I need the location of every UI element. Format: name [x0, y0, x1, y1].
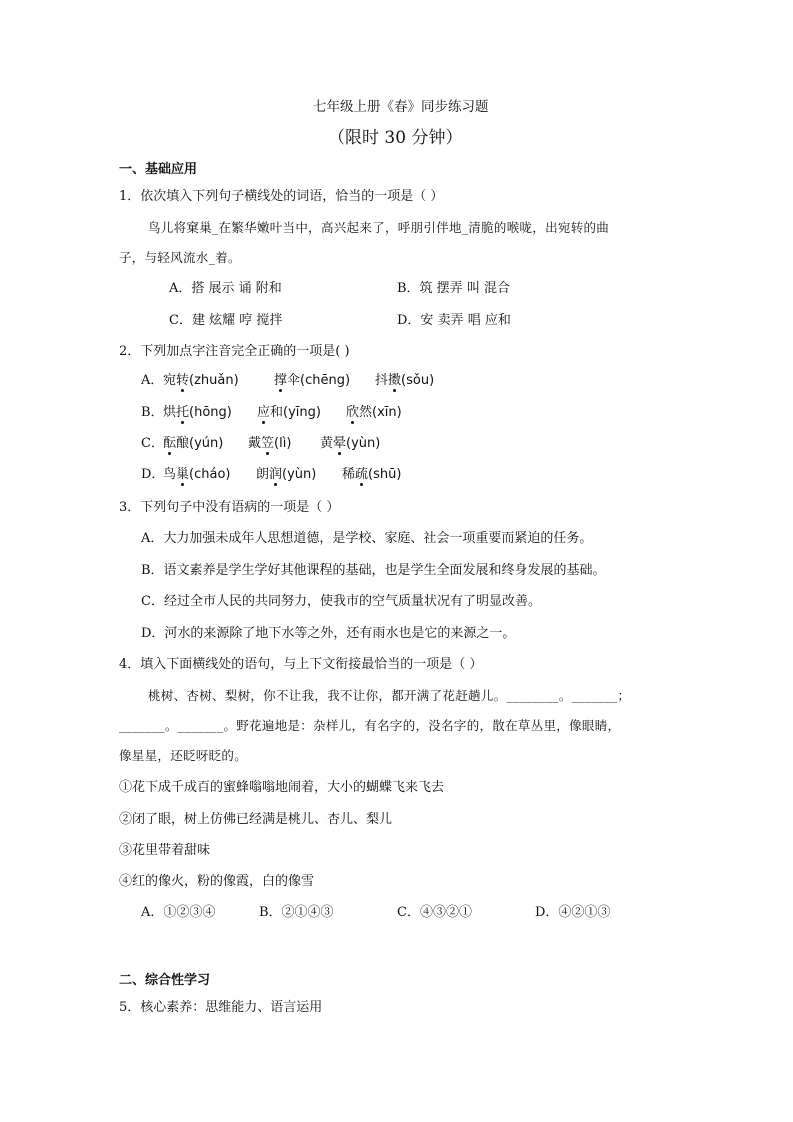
question-2-option-c[interactable]	[141, 435, 164, 453]
question-5-stem: 5．核心素养：思维能力、语言运用	[119, 1000, 323, 1015]
option-label: B．	[141, 405, 164, 420]
question-4-item-3: ③花里带着甜味	[119, 843, 211, 858]
question-4-option-d[interactable]: D．④②①③	[535, 905, 611, 920]
question-1-option-d[interactable]: D．安 卖弄 唱 应和	[397, 313, 511, 328]
option-label: D．	[141, 467, 165, 482]
question-3-option-b[interactable]: B．语文素养是学生学好其他课程的基础，也是学生全面发展和终身发展的基础。	[141, 563, 606, 578]
question-4-passage-line-3: 像星星，还眨呀眨的。	[119, 748, 248, 763]
dotted-char: 晕	[333, 436, 347, 451]
question-2-option-c-word-1: 酝酿(yún)	[163, 436, 224, 451]
document-subtitle: （限时 30 分钟）	[328, 128, 463, 148]
question-4-option-b[interactable]: B．②①④③	[259, 905, 334, 920]
dotted-char: 撑	[274, 373, 288, 388]
dotted-char: 欣	[346, 405, 360, 420]
question-2-option-d-word-2: 朗润(yùn)	[256, 467, 317, 482]
question-1-passage-line-2: 子，与轻风流水_着。	[119, 250, 241, 265]
question-3-option-c[interactable]: C．经过全市人民的共同努力，使我市的空气质量状况有了明显改善。	[141, 594, 541, 609]
question-1-stem: 1．依次填入下列句子横线处的词语，恰当的一项是（ ）	[119, 189, 444, 204]
dotted-char: 巢	[176, 467, 190, 482]
dotted-char: 润	[269, 467, 283, 482]
section-heading-basic: 一、基础应用	[119, 162, 198, 177]
question-2-option-a-word-1: 宛转(zhuǎn)	[163, 373, 239, 388]
question-4-item-1: ①花下成千成百的蜜蜂嗡嗡地闹着，大小的蝴蝶飞来飞去	[119, 780, 445, 795]
option-label: C．	[141, 436, 164, 451]
question-1-option-b[interactable]: B．筑 摆弄 叫 混合	[397, 281, 510, 296]
dotted-char: 转	[176, 373, 190, 388]
question-2-option-d[interactable]	[141, 466, 164, 484]
document-title: 七年级上册《春》同步练习题	[313, 99, 489, 115]
section-heading-comprehensive: 二、综合性学习	[119, 973, 211, 988]
question-2-option-c-word-2: 戴笠(lì)	[248, 436, 292, 451]
question-2-option-b[interactable]	[141, 404, 164, 422]
question-2-option-b-word-2: 应和(yīng)	[257, 405, 321, 420]
question-2-option-a-word-3: 抖擞(sǒu)	[375, 373, 435, 388]
question-1-option-c[interactable]: C．建 炫耀 哼 搅拌	[169, 313, 283, 328]
question-4-option-a[interactable]: A．①②③④	[141, 905, 216, 920]
question-1-passage-line-1: 鸟儿将窠巢_在繁华嫩叶当中，高兴起来了，呼朋引伴地_清脆的喉咙，出宛转的曲	[148, 220, 610, 235]
question-3-option-d[interactable]: D．河水的来源除了地下水等之外，还有雨水也是它的来源之一。	[141, 626, 516, 641]
question-2-stem: 2．下列加点字注音完全正确的一项是( )	[119, 344, 350, 359]
question-2-option-b-word-1: 烘托(hōng)	[163, 405, 232, 420]
question-4-passage-line-2: _______。_______。野花遍地是：杂样儿，有名字的，没名字的，散在草丛里，像眼睛，	[119, 718, 621, 733]
dotted-char: 酝	[163, 436, 177, 451]
dotted-char: 笠	[261, 436, 275, 451]
question-4-item-2: ②闭了眼，树上仿佛已经满是桃儿、杏儿、梨儿	[119, 812, 393, 827]
dotted-char: 疏	[355, 467, 369, 482]
question-2-option-d-word-1: 鸟巢(cháo)	[163, 467, 231, 482]
dotted-char: 擞	[388, 373, 402, 388]
question-4-option-c[interactable]: C．④③②①	[397, 905, 472, 920]
question-2-option-c-word-3: 黄晕(yùn)	[320, 436, 381, 451]
question-3-stem: 3．下列句子中没有语病的一项是（ ）	[119, 500, 340, 515]
question-4-item-4: ④红的像火，粉的像霞，白的像雪	[119, 874, 315, 889]
question-1-option-a[interactable]: A．搭 展示 诵 附和	[169, 281, 282, 296]
dotted-char: 应	[257, 405, 271, 420]
option-label: A．	[141, 373, 164, 388]
question-2-option-a[interactable]	[141, 372, 163, 390]
dotted-char: 托	[176, 405, 190, 420]
question-2-option-b-word-3: 欣然(xīn)	[346, 405, 402, 420]
question-4-stem: 4．填入下面横线处的语句，与上下文衔接最恰当的一项是（ ）	[119, 657, 483, 672]
question-2-option-a-word-2: 撑伞(chēng)	[274, 373, 351, 388]
question-3-option-a[interactable]: A．大力加强未成年人思想道德，是学校、家庭、社会一项重要而紧迫的任务。	[141, 531, 593, 546]
question-4-passage-line-1: 桃树、杏树、梨树，你不让我，我不让你，都开满了花赶趟儿。________。_______；	[148, 688, 631, 703]
question-2-option-d-word-3: 稀疏(shū)	[342, 467, 402, 482]
